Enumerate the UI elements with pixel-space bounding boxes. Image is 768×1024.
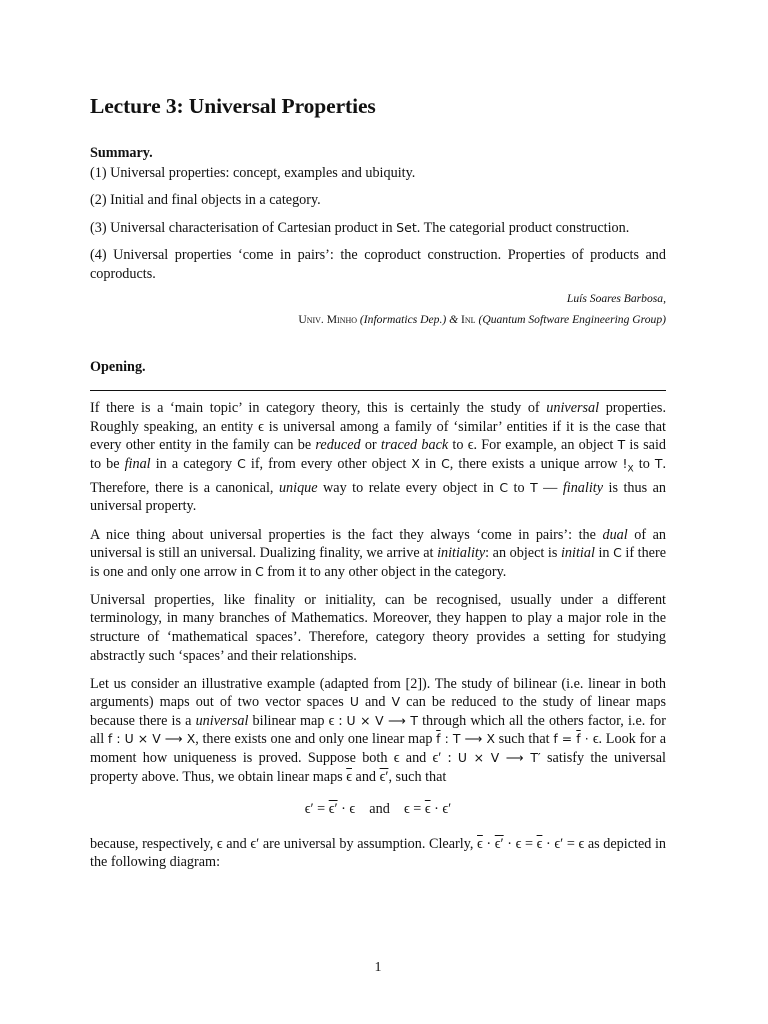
department-text: (Informatics Dep.) & <box>357 313 462 326</box>
summary-section <box>90 144 666 292</box>
inl-name: Inl <box>461 313 476 326</box>
paragraph-2: A nice thing about universal properties is the fact they always ‘come in pairs’: the dual of an universal is still an universal. Dualizing finality, we arrive at initiality: an object is initial in C if there is one and only one arrow in C from it to any other object in the category. <box>90 526 666 580</box>
summary-item-3 <box>90 219 666 238</box>
paragraph-4: Let us consider an illustrative example (adapted from [2]). The study of bilinear (i.e. linear in both arguments) maps out of two vector spaces U and V can be reduced to the study of linear maps because there is a universal bilinear map ϵ : U × V ⟶ T through which all the others factor, i.e. for all f : U × V ⟶ X, there exists one and only one linear map $\overline{f}$ : T ⟶ X such that $f = \overline{f} \cdot \epsilon$. Look for a moment how uniqueness is proved. Suppose both ϵ and ϵ′ : U × V ⟶ T′ satisfy the universal property above. Thus, we obtain linear maps $\overline{\epsilon}$ and ϵ′, such that <box>90 675 667 785</box>
paragraph-5: because, respectively, ϵ and ϵ′ are universal by assumption. Clearly, $\overline{\epsilon} \cdot \epsilon' \cdot \epsilon = \overline{\epsilon} \cdot \epsilon' = \epsilon$ as depicted in the following diagram: <box>90 835 666 871</box>
summary-heading: Summary. <box>90 145 153 161</box>
summary-item-4: (4) Universal properties ‘come in pairs’: the coproduct construction. Properties of products and coproducts. <box>90 247 666 282</box>
summary-item-3-text: (3) Universal characterisation of Cartesian product in <box>90 219 397 236</box>
summary-item-3-tail: . The categorial product construction. <box>416 219 630 236</box>
paragraph-3: Universal properties, like finality or initiality, can be recognised, usually under a different terminology, in many branches of Mathematics. Moreover, they happen to play a major role in the structure of ‘mathematical spaces’. Therefore, category theory provides a setting for studying abstractly such ‘spaces’ and their relationships. <box>90 591 666 664</box>
lecture-title: Lecture 3: Universal Properties <box>90 94 376 118</box>
author-affiliation <box>90 311 666 328</box>
summary-item-2: (2) Initial and final objects in a category. <box>90 192 321 208</box>
author-name: Luís Soares Barbosa, <box>566 292 666 305</box>
display-equation: ϵ′ = ϵ′ · ϵ and $\epsilon = \overline{\epsilon} \cdot \epsilon'$ <box>304 801 452 818</box>
opening-body <box>90 399 666 882</box>
set-category-name: Set <box>396 219 417 235</box>
document-page <box>90 0 666 1024</box>
university-name: Univ. Minho <box>298 313 358 326</box>
opening-heading: Opening. <box>90 359 146 375</box>
section-divider <box>90 390 666 391</box>
paragraph-1: If there is a ‘main topic’ in category theory, this is certainly the study of universal properties. Roughly speaking, an entity ϵ is universal among a family of ‘similar’ entities if it is the case that every other entity in the family can be reduced or traced back to ϵ. For example, an object T is said to be final in a category C if, from every other object X in C, there exists a unique arrow $!_X$ to T. Therefore, there is a canonical, unique way to relate every object in C to T — finality is thus an universal property. <box>90 400 667 515</box>
page-number: 1 <box>374 960 382 975</box>
summary-item-1: (1) Universal properties: concept, examples and ubiquity. <box>90 164 416 181</box>
group-text: (Quantum Software Engineering Group) <box>475 313 666 326</box>
